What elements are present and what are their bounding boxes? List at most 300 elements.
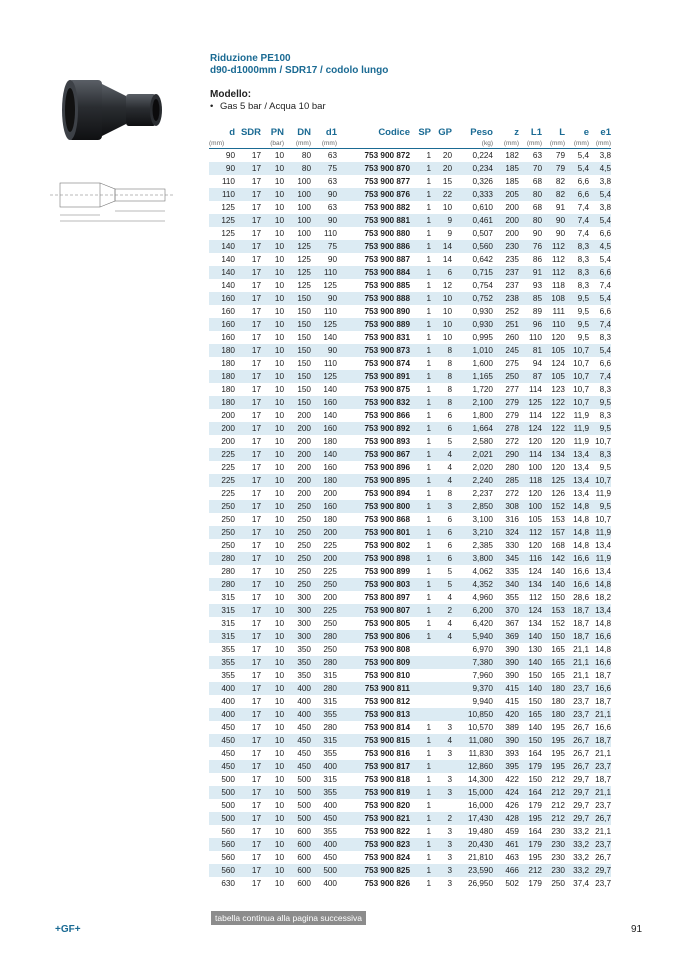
table-cell: 5,4 bbox=[589, 344, 611, 357]
table-cell: 17 bbox=[251, 671, 261, 680]
table-cell: 10 bbox=[261, 370, 284, 383]
table-cell: 17 bbox=[235, 708, 261, 721]
table-cell: 200 bbox=[284, 474, 311, 487]
table-cell: 450 bbox=[284, 734, 311, 747]
table-cell: 1 bbox=[426, 255, 431, 264]
table-cell: 114 bbox=[528, 411, 542, 420]
column-header: e1 bbox=[600, 126, 611, 138]
product-code: 753 900 890 bbox=[364, 307, 410, 316]
table-cell: 212 bbox=[542, 812, 565, 825]
table-cell: 8,3 bbox=[599, 411, 611, 420]
table-cell: 1 bbox=[426, 749, 431, 758]
table-cell: 1 bbox=[410, 760, 431, 773]
table-cell: 0,715 bbox=[452, 266, 493, 279]
table-cell: 6,420 bbox=[472, 619, 493, 628]
table-cell: 105 bbox=[542, 370, 565, 383]
table-cell: 13,4 bbox=[595, 541, 611, 550]
table-cell: 11,9 bbox=[595, 489, 611, 498]
table-cell: 355 bbox=[209, 656, 235, 669]
table-cell: 11,9 bbox=[589, 552, 611, 565]
table-cell: 10 bbox=[261, 552, 284, 565]
table-cell: 12,860 bbox=[452, 760, 493, 773]
table-cell: 1 bbox=[426, 593, 431, 602]
table-cell: 280 bbox=[311, 656, 337, 669]
table-cell: 29,7 bbox=[573, 801, 589, 810]
table-cell: 10 bbox=[274, 385, 284, 394]
table-cell: 10 bbox=[274, 255, 284, 264]
table-cell: 17 bbox=[235, 812, 261, 825]
table-cell: 63 bbox=[327, 177, 337, 186]
table-cell: 63 bbox=[327, 151, 337, 160]
table-cell: 164 bbox=[528, 827, 542, 836]
table-cell: 500 bbox=[284, 812, 311, 825]
table-row bbox=[209, 487, 611, 500]
table-cell: 68 bbox=[532, 203, 542, 212]
table-cell: 111 bbox=[552, 307, 565, 316]
table-cell: 10 bbox=[261, 656, 284, 669]
table-cell: 17 bbox=[235, 474, 261, 487]
table-cell: 15 bbox=[442, 177, 452, 186]
product-code: 753 900 816 bbox=[364, 749, 410, 758]
table-cell: 23,7 bbox=[565, 708, 589, 721]
table-cell: 400 bbox=[284, 708, 311, 721]
table-cell: 17 bbox=[235, 604, 261, 617]
table-cell: 195 bbox=[542, 760, 565, 773]
table-row bbox=[209, 279, 611, 292]
table-cell: 2,850 bbox=[452, 500, 493, 513]
column-unit: (mm) bbox=[209, 138, 235, 149]
table-cell: 17 bbox=[235, 240, 261, 253]
table-cell: 165 bbox=[542, 656, 565, 669]
table-cell: 4,960 bbox=[472, 593, 493, 602]
table-cell: 415 bbox=[493, 682, 519, 695]
table-cell: 3 bbox=[431, 500, 452, 513]
table-cell: 500 bbox=[297, 775, 311, 784]
table-cell: 105 bbox=[528, 515, 542, 524]
column-header: Codice bbox=[378, 126, 410, 138]
table-cell: 124 bbox=[519, 604, 542, 617]
table-cell: 1 bbox=[410, 370, 431, 383]
table-cell: 2,020 bbox=[472, 463, 493, 472]
table-cell: 195 bbox=[519, 812, 542, 825]
table-row bbox=[209, 474, 611, 487]
column-header: SP bbox=[418, 126, 431, 138]
product-code: 753 900 894 bbox=[364, 489, 410, 498]
table-row bbox=[209, 175, 611, 188]
table-cell bbox=[410, 643, 431, 656]
table-cell: 1 bbox=[426, 281, 431, 290]
table-cell: 180 bbox=[311, 474, 337, 487]
table-cell: 10 bbox=[274, 541, 284, 550]
table-cell: 500 bbox=[209, 786, 235, 799]
table-cell: 17 bbox=[251, 489, 261, 498]
table-cell: 125 bbox=[297, 255, 311, 264]
table-cell: 23,7 bbox=[573, 697, 589, 706]
table-cell: 280 bbox=[209, 552, 235, 565]
table-cell: 225 bbox=[323, 541, 337, 550]
table-cell: 272 bbox=[505, 489, 519, 498]
table-cell: 120 bbox=[528, 489, 542, 498]
model-item-text: Gas 5 bar / Acqua 10 bar bbox=[220, 101, 326, 112]
column-unit: (mm) bbox=[311, 138, 337, 149]
table-cell: 125 bbox=[323, 281, 337, 290]
table-cell: 10,7 bbox=[573, 385, 589, 394]
table-cell: 179 bbox=[528, 801, 542, 810]
table-cell: 390 bbox=[493, 734, 519, 747]
table-row bbox=[209, 448, 611, 461]
table-cell: 112 bbox=[542, 240, 565, 253]
table-cell: 350 bbox=[284, 656, 311, 669]
table-cell: 10 bbox=[261, 474, 284, 487]
table-cell: 250 bbox=[297, 567, 311, 576]
table-cell: 0,326 bbox=[472, 177, 493, 186]
table-cell: 10 bbox=[261, 422, 284, 435]
table-cell: 150 bbox=[297, 359, 311, 368]
table-cell: 80 bbox=[519, 214, 542, 227]
table-cell: 250 bbox=[297, 541, 311, 550]
table-cell: 251 bbox=[493, 318, 519, 331]
table-row bbox=[209, 864, 611, 877]
model-item bbox=[210, 101, 326, 112]
table-cell: 100 bbox=[297, 177, 311, 186]
table-cell: 1 bbox=[426, 619, 431, 628]
table-cell: 1,165 bbox=[452, 370, 493, 383]
table-cell: 0,995 bbox=[472, 333, 493, 342]
table-cell: 1 bbox=[426, 359, 431, 368]
table-cell: 14,8 bbox=[573, 541, 589, 550]
table-cell: 96 bbox=[519, 318, 542, 331]
table-cell: 4 bbox=[431, 474, 452, 487]
column-unit bbox=[431, 138, 452, 149]
table-cell: 450 bbox=[297, 749, 311, 758]
table-cell: 17 bbox=[251, 775, 261, 784]
table-cell: 124 bbox=[519, 422, 542, 435]
table-cell: 1 bbox=[426, 541, 431, 550]
table-cell: 2,100 bbox=[452, 396, 493, 409]
table-cell: 90 bbox=[225, 151, 235, 160]
table-cell: 400 bbox=[221, 697, 235, 706]
table-cell: 17 bbox=[251, 541, 261, 550]
product-code: 753 900 889 bbox=[337, 318, 410, 331]
table-cell: 125 bbox=[311, 370, 337, 383]
table-cell: 85 bbox=[519, 292, 542, 305]
table-cell: 500 bbox=[209, 812, 235, 825]
table-cell: 212 bbox=[551, 775, 565, 784]
table-cell: 355 bbox=[311, 786, 337, 799]
table-cell: 200 bbox=[505, 229, 519, 238]
table-cell: 6,200 bbox=[452, 604, 493, 617]
product-code: 753 900 867 bbox=[337, 448, 410, 461]
table-row bbox=[209, 669, 611, 682]
table-cell: 16,6 bbox=[573, 567, 589, 576]
table-cell: 500 bbox=[221, 801, 235, 810]
product-code: 753 900 818 bbox=[364, 775, 410, 784]
table-cell: 5,4 bbox=[565, 162, 589, 175]
table-cell: 17 bbox=[235, 578, 261, 591]
table-cell: 1 bbox=[426, 229, 431, 238]
table-cell: 315 bbox=[209, 630, 235, 643]
table-cell: 0,930 bbox=[472, 307, 493, 316]
table-row bbox=[209, 188, 611, 201]
table-cell: 150 bbox=[297, 307, 311, 316]
table-cell: 17 bbox=[251, 177, 261, 186]
table-cell: 11,9 bbox=[589, 526, 611, 539]
product-code: 753 900 832 bbox=[337, 396, 410, 409]
column-header: e bbox=[583, 126, 589, 138]
table-cell: 10 bbox=[274, 463, 284, 472]
table-cell: 250 bbox=[311, 578, 337, 591]
table-row bbox=[209, 201, 611, 214]
table-cell: 179 bbox=[519, 838, 542, 851]
table-cell: 0,560 bbox=[452, 240, 493, 253]
table-cell: 10 bbox=[261, 396, 284, 409]
table-cell: 29,7 bbox=[565, 786, 589, 799]
table-cell: 400 bbox=[311, 838, 337, 851]
table-cell: 17 bbox=[235, 500, 261, 513]
table-cell: 21,1 bbox=[595, 749, 611, 758]
product-code: 753 900 823 bbox=[337, 838, 410, 851]
table-cell: 17 bbox=[235, 656, 261, 669]
product-code: 753 900 868 bbox=[364, 515, 410, 524]
table-cell: 76 bbox=[519, 240, 542, 253]
table-cell: 10 bbox=[274, 437, 284, 446]
table-cell: 330 bbox=[505, 541, 519, 550]
table-cell: 560 bbox=[209, 864, 235, 877]
table-cell: 26,7 bbox=[573, 749, 589, 758]
table-cell: 3 bbox=[447, 853, 452, 862]
table-cell: 10,850 bbox=[452, 708, 493, 721]
table-cell: 1 bbox=[410, 396, 431, 409]
table-cell: 152 bbox=[551, 619, 565, 628]
table-cell: 10 bbox=[261, 214, 284, 227]
product-code: 753 900 820 bbox=[364, 801, 410, 810]
table-cell: 6,6 bbox=[599, 307, 611, 316]
table-cell: 1 bbox=[426, 515, 431, 524]
table-cell: 10 bbox=[274, 515, 284, 524]
table-cell: 17 bbox=[235, 838, 261, 851]
product-code: 753 900 813 bbox=[337, 708, 410, 721]
table-cell: 278 bbox=[493, 422, 519, 435]
table-row bbox=[209, 773, 611, 786]
table-cell: 23,7 bbox=[595, 801, 611, 810]
table-cell: 9,940 bbox=[472, 697, 493, 706]
table-cell: 280 bbox=[311, 630, 337, 643]
table-cell: 168 bbox=[551, 541, 565, 550]
table-cell: 18,7 bbox=[589, 734, 611, 747]
table-cell: 5,4 bbox=[589, 188, 611, 201]
table-cell: 1,720 bbox=[472, 385, 493, 394]
table-cell: 10,7 bbox=[589, 474, 611, 487]
table-cell: 280 bbox=[505, 463, 519, 472]
table-cell: 212 bbox=[519, 864, 542, 877]
table-cell: 1 bbox=[410, 240, 431, 253]
product-code: 753 900 875 bbox=[364, 385, 410, 394]
table-cell: 400 bbox=[209, 682, 235, 695]
table-cell: 87 bbox=[519, 370, 542, 383]
table-cell: 10 bbox=[274, 671, 284, 680]
table-cell: 6 bbox=[447, 515, 452, 524]
table-cell: 400 bbox=[311, 760, 337, 773]
table-cell: 90 bbox=[532, 229, 542, 238]
table-cell: 180 bbox=[542, 682, 565, 695]
table-cell: 150 bbox=[297, 333, 311, 342]
table-cell: 5 bbox=[447, 437, 452, 446]
table-cell: 125 bbox=[221, 203, 235, 212]
table-cell: 80 bbox=[519, 188, 542, 201]
table-cell: 18,7 bbox=[595, 671, 611, 680]
product-photo bbox=[58, 76, 168, 144]
product-code: 753 900 811 bbox=[337, 682, 410, 695]
table-cell: 502 bbox=[505, 879, 519, 888]
table-cell: 10 bbox=[442, 333, 452, 342]
table-cell: 110 bbox=[221, 177, 235, 186]
table-cell: 17 bbox=[235, 552, 261, 565]
table-cell: 12 bbox=[442, 281, 452, 290]
table-cell: 370 bbox=[493, 604, 519, 617]
table-cell: 4 bbox=[447, 463, 452, 472]
table-row bbox=[209, 565, 611, 578]
product-code: 753 900 892 bbox=[337, 422, 410, 435]
table-cell: 8 bbox=[447, 489, 452, 498]
table-cell: 1 bbox=[426, 385, 431, 394]
product-code: 753 900 809 bbox=[337, 656, 410, 669]
table-cell: 90 bbox=[542, 214, 565, 227]
table-row bbox=[209, 383, 611, 396]
table-cell: 300 bbox=[297, 619, 311, 628]
table-cell: 6 bbox=[447, 411, 452, 420]
table-cell: 395 bbox=[493, 760, 519, 773]
table-row bbox=[209, 227, 611, 240]
table-row bbox=[209, 578, 611, 591]
column-unit: (mm) bbox=[284, 138, 311, 149]
table-cell: 2,237 bbox=[472, 489, 493, 498]
table-cell: 33,2 bbox=[565, 864, 589, 877]
table-cell: 6,6 bbox=[599, 359, 611, 368]
table-cell: 164 bbox=[519, 786, 542, 799]
table-cell: 112 bbox=[519, 526, 542, 539]
table-cell: 140 bbox=[323, 411, 337, 420]
table-row bbox=[209, 396, 611, 409]
table-cell: 424 bbox=[493, 786, 519, 799]
column-unit: (bar) bbox=[261, 138, 284, 149]
table-cell: 500 bbox=[284, 786, 311, 799]
table-cell: 142 bbox=[542, 552, 565, 565]
column-header: L bbox=[559, 126, 565, 138]
table-cell: 14 bbox=[442, 255, 452, 264]
table-row bbox=[209, 357, 611, 370]
table-row bbox=[209, 214, 611, 227]
table-cell: 17 bbox=[251, 385, 261, 394]
table-cell: 316 bbox=[505, 515, 519, 524]
table-cell: 20 bbox=[431, 162, 452, 175]
table-cell: 290 bbox=[493, 448, 519, 461]
table-row bbox=[209, 318, 611, 331]
table-cell: 10,7 bbox=[595, 437, 611, 446]
title-line-2: d90-d1000mm / SDR17 / codolo lungo bbox=[210, 65, 389, 76]
table-cell: 10 bbox=[274, 151, 284, 160]
table-cell: 80 bbox=[301, 151, 311, 160]
table-cell: 15,000 bbox=[452, 786, 493, 799]
table-cell: 230 bbox=[551, 853, 565, 862]
table-cell: 140 bbox=[519, 656, 542, 669]
table-cell: 160 bbox=[311, 500, 337, 513]
table-cell: 6 bbox=[431, 266, 452, 279]
table-cell: 21,1 bbox=[589, 708, 611, 721]
table-cell: 1 bbox=[410, 552, 431, 565]
table-cell: 9,370 bbox=[452, 682, 493, 695]
table-cell: 17 bbox=[251, 437, 261, 446]
table-cell: 7,960 bbox=[472, 671, 493, 680]
column-unit: (mm) bbox=[589, 138, 611, 149]
table-cell: 124 bbox=[551, 359, 565, 368]
table-cell: 200 bbox=[297, 463, 311, 472]
table-cell: 17 bbox=[235, 344, 261, 357]
table-cell: 125 bbox=[284, 240, 311, 253]
table-cell: 8,3 bbox=[577, 281, 589, 290]
table-cell: 200 bbox=[311, 526, 337, 539]
product-code: 753 900 821 bbox=[337, 812, 410, 825]
table-cell: 1 bbox=[426, 333, 431, 342]
table-cell: 10 bbox=[274, 593, 284, 602]
table-cell: 280 bbox=[221, 567, 235, 576]
product-code: 753 900 805 bbox=[364, 619, 410, 628]
table-cell: 0,754 bbox=[472, 281, 493, 290]
table-cell: 160 bbox=[221, 333, 235, 342]
table-cell: 10 bbox=[261, 786, 284, 799]
table-row bbox=[209, 643, 611, 656]
table-cell: 315 bbox=[311, 734, 337, 747]
table-cell: 17 bbox=[251, 593, 261, 602]
table-cell: 0,333 bbox=[452, 188, 493, 201]
table-cell: 630 bbox=[221, 879, 235, 888]
table-cell: 250 bbox=[284, 552, 311, 565]
product-code: 753 900 881 bbox=[337, 214, 410, 227]
table-cell: 3 bbox=[447, 879, 452, 888]
table-cell: 180 bbox=[323, 437, 337, 446]
table-cell: 212 bbox=[551, 801, 565, 810]
table-cell: 10 bbox=[261, 162, 284, 175]
table-cell: 17 bbox=[251, 827, 261, 836]
table-cell: 153 bbox=[542, 604, 565, 617]
table-cell: 600 bbox=[297, 853, 311, 862]
table-row bbox=[209, 266, 611, 279]
table-cell: 13,4 bbox=[595, 567, 611, 576]
table-cell: 250 bbox=[209, 526, 235, 539]
table-cell: 18,2 bbox=[595, 593, 611, 602]
column-unit bbox=[337, 138, 410, 149]
table-cell: 13,4 bbox=[589, 604, 611, 617]
table-cell: 14,8 bbox=[565, 500, 589, 513]
table-cell: 1 bbox=[426, 853, 431, 862]
table-cell: 1 bbox=[410, 422, 431, 435]
column-unit: (mm) bbox=[519, 138, 542, 149]
table-cell: 157 bbox=[542, 526, 565, 539]
column-header: DN bbox=[297, 126, 311, 138]
table-cell: 10 bbox=[261, 838, 284, 851]
table-cell: 6 bbox=[431, 552, 452, 565]
table-cell: 560 bbox=[209, 838, 235, 851]
table-cell bbox=[431, 643, 452, 656]
product-code: 753 900 893 bbox=[364, 437, 410, 446]
table-cell: 20,430 bbox=[452, 838, 493, 851]
table-row bbox=[209, 786, 611, 799]
table-cell: 10,570 bbox=[467, 723, 493, 732]
product-code: 753 900 880 bbox=[364, 229, 410, 238]
table-cell: 16,6 bbox=[565, 578, 589, 591]
table-cell: 10 bbox=[431, 292, 452, 305]
table-cell bbox=[431, 669, 452, 682]
table-cell: 8 bbox=[431, 396, 452, 409]
